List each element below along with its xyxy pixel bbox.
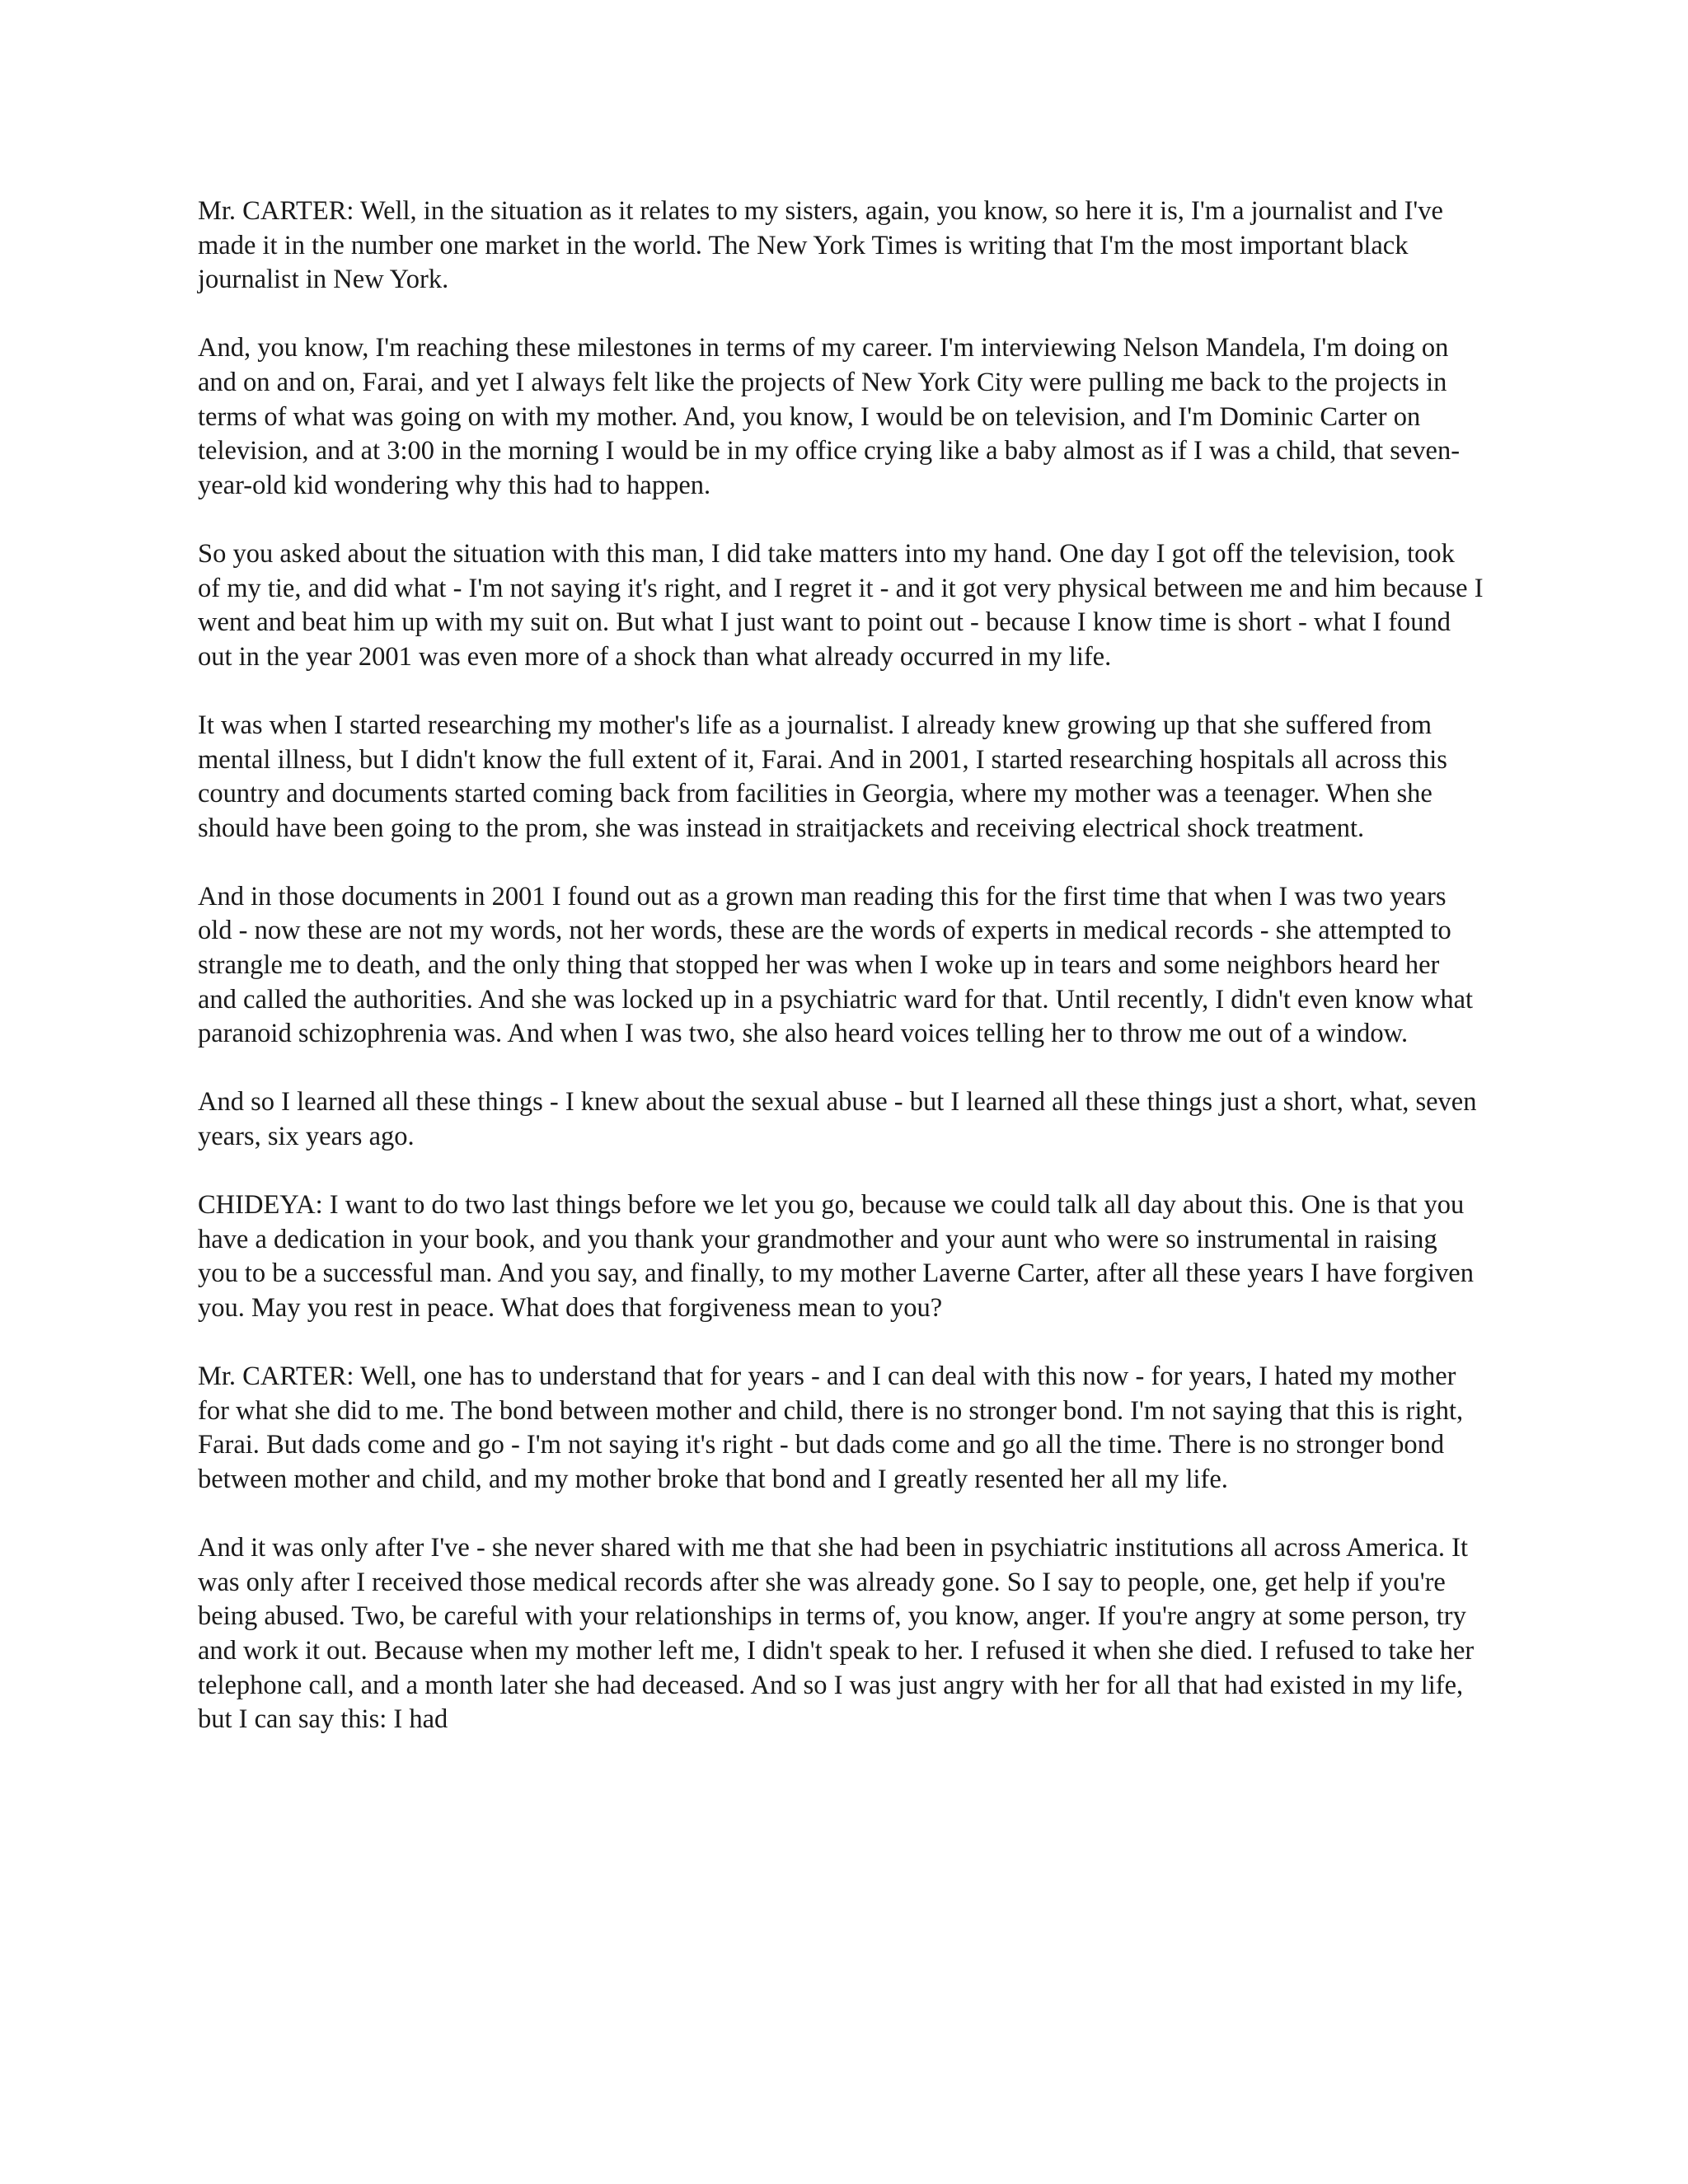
transcript-body [198,194,1484,1737]
paragraph-6: And so I learned all these things - I knew about the sexual abuse - but I learned all these things just a short, what, seven years, six years ago. [198,1087,1477,1152]
paragraph-1: Mr. CARTER: Well, in the situation as it relates to my sisters, again, you know, so here it is, I'm a journalist and I've made it in the number one market in the world. The New York Times is writing that I'm the most important black journalist in New York. [198,196,1443,295]
paragraph-9: And it was only after I've - she never shared with me that she had been in psychiatric institutions all across America. It was only after I received those medical records after she was already gone. So I say to people, one, get help if you're being abused. Two, be careful with your relationships in terms of, you know, anger. If you're angry at some person, try and work it out. Because when my mother left me, I didn't speak to her. I refused it when she died. I refused to take her telephone call, and a month later she had deceased. And so I was just angry with her for all that had existed in my life, but I can say this: I had [198,1533,1475,1735]
paragraph-5: And in those documents in 2001 I found out as a grown man reading this for the first time that when I was two years old - now these are not my words, not her words, these are the words of experts in medical records - she attempted to strangle me to death, and the only thing that stopped her was when I woke up in tears and some neighbors heard her and called the authorities. And she was locked up in a psychiatric ward for that. Until recently, I didn't even know what paranoid schizophrenia was. And when I was two, she also heard voices telling her to throw me out of a window. [198,881,1474,1049]
paragraph-3: So you asked about the situation with this man, I did take matters into my hand. One day I got off the television, took of my tie, and did what - I'm not saying it's right, and I regret it - and it got very physical between me and him because I went and beat him up with my suit on. But what I just want to point out - because I know time is short - what I found out in the year 2001 was even more of a shock than what already occurred in my life. [198,538,1484,672]
paragraph-4: It was when I started researching my mother's life as a journalist. I already knew growing up that she suffered from mental illness, but I didn't know the full extent of it, Farai. And in 2001, I started researching hospitals all across this country and documents started coming back from facilities in Georgia, where my mother was a teenager. When she should have been going to the prom, she was instead in straitjackets and receiving electrical shock treatment. [198,710,1447,843]
paragraph-7: CHIDEYA: I want to do two last things before we let you go, because we could talk all day about this. One is that you have a dedication in your book, and you thank your grandmother and your aunt who were so instrumental in raising you to be a successful man. And you say, and finally, to my mother Laverne Carter, after all these years I have forgiven you. May you rest in peace. What does that forgiveness mean to you? [198,1190,1474,1323]
paragraph-2: And, you know, I'm reaching these milestones in terms of my career. I'm interviewing Nelson Mandela, I'm doing on and on and on, Farai, and yet I always felt like the projects of New York City were pulling me back to the projects in terms of what was going on with my mother. And, you know, I would be on television, and I'm Dominic Carter on television, and at 3:00 in the morning I would be in my office crying like a baby almost as if I was a child, that seven-year-old kid wondering why this had to happen. [198,333,1461,500]
paragraph-8: Mr. CARTER: Well, one has to understand that for years - and I can deal with this now - for years, I hated my mother for what she did to me. The bond between mother and child, there is no stronger bond. I'm not saying that this is right, Farai. But dads come and go - I'm not saying it's right - but dads come and go all the time. There is no stronger bond between mother and child, and my mother broke that bond and I greatly resented her all my life. [198,1361,1464,1494]
